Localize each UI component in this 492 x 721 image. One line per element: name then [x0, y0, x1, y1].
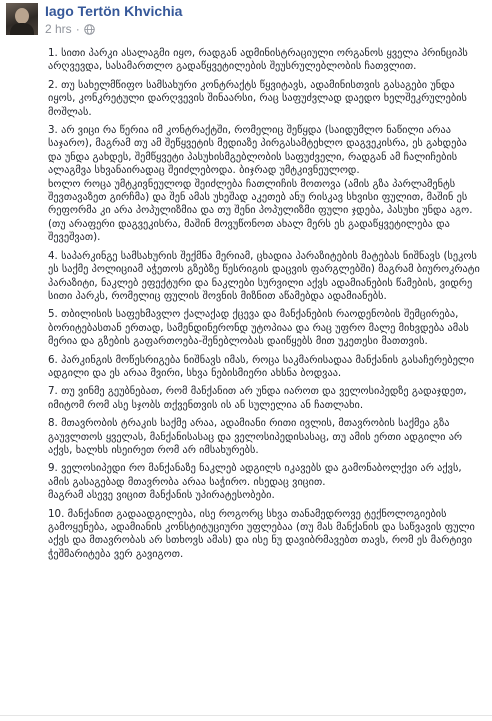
post-paragraph-4: 4. საპარკინგე სამსახურის შექმნა მერიამ, ცხადია პარაზიტების მატებას ნიშნავს (სეკოს ეს საქმე პოლიციამ აჭეთოს გზებზე წესრიგის დაცვის ფარგლებში) მაგრამ ბიუროკრატი პარაზიტი, ნაკლებ ეფექტური და ნაკლები სურვილი აქვს ადამიანების წამების, ვიდრე სითი პარკს, რომელიც ფულის შოვნის მიზნით აწამებდა ადამიანებს. [48, 249, 480, 302]
meta-separator: · [75, 22, 80, 36]
post-meta [45, 22, 95, 36]
avatar[interactable] [6, 3, 38, 35]
post-paragraph-6: 6. პარკინგის მოწესრიგება ნიშნავს იმას, როცა საკმარისადაა მანქანის გასაჩერებელი ადგილი და ეს არაა მვირი, სხვა ნებისმიერი ახსნა ბოდვაა. [48, 353, 475, 379]
post-paragraph-10: 10. მანქანით გადაადგილება, ისე როგორც სხვა თანამედროვე ტექნოლოგიების გამოყენება, ადამიანის კონსტიტუციური უფლებაა (თუ მას მანქანის და საწვავის ფული აქვს და მთავრობას არ სთხოვს ამას) და ისე ნუ დავიბრმავებთ თავს, რომ ეს მარტივი ჭეშმარიტება ვერ გავიგოთ. [48, 507, 475, 560]
avatar-head [15, 8, 29, 24]
post-paragraph-9: 9. ველოსიპედი რო მანქანაზე ნაკლებ ადგილს იკავებს და გამონაბოლქვი არ აქვს, ამის გასაგებად მთავრობა არაა საჭირო. ისედაც ვიცით. მაგრამ ასევე ვიცით მანქანის უპირატესობები. [48, 462, 462, 502]
post-header [0, 0, 492, 46]
globe-icon[interactable] [84, 24, 95, 35]
post-body [48, 47, 480, 561]
post-paragraph-5: 5. თბილისის საფეხმავლო ქალაქად ქცევა და მანქანების რაოდენობის შემცირება, ბორიტებასთან ერთად, სამენდინერონდ უტოპიაა და რაც უფრო მალე მიხვდება ამას მერია და გზების გაფართოება-შენებლობას დაიწყებს მით უკეთესი მათთვის. [48, 308, 469, 348]
post-paragraph-2: 2. თუ სახელმწიფო სამსახური კონტრაქტს წყვიტავს, ადამინისთვის გასაგები უნდა იყოს, კონკრეტული დარღვევის შინაარსი, რაც საფუძვლად დაედო ხელშეკრულების მოშლას. [48, 78, 467, 118]
post-paragraph-7: 7. თუ ვინმე გეუბნებათ, რომ მანქანით არ უნდა იაროთ და ველოსიპედზე გადაჯდეთ, იმიტომ რომ ასე სჯობს თქვენთვის ის ან სულელია ან ჩათლახი. [48, 385, 467, 411]
post-paragraph-1: 1. სითი პარკი ასალაგმი იყო, რადგან ადმინისტრაციული ორგანოს ყველა პრინციპს არღვევდა, სასამართლო გადაწყვეტილების შეუსრულებლობის ჩათვლით. [48, 47, 468, 73]
post-timestamp[interactable]: 2 hrs [45, 22, 72, 36]
avatar-body [10, 23, 34, 35]
author-name[interactable]: Iago Tertön Khvichia [45, 3, 183, 19]
post-paragraph-3: 3. არ ვიცი რა წერია იმ კონტრაქტში, რომელიც შეწყდა (საიდუმლო ნაწილი არაა საჯარო), მაგრამ თუ ამ შეწყვეტის მედიაზე პირგასამტეხლო დაგვეკისრა, ეს გახდება და უნდა გახდეს, შემწყვეტი პასუხისმგებლობის საფუძველი, რადგან ამ ჩალიჩების ალაგმვა სხვანაირადაც შეიძლებოდა. ბიჯრად უმტკივნეულოდ. ხოლო როცა უმტკივნეულოდ შეიძლება ჩათლიჩის მოთოვა (ამის გზა პარლამენტს შევთავაზეთ გირჩმა) და შენ ამას უხეშად აკეთებ ანუ რისკავ სხვისი ფულით, მაშინ ეს რეფორმა კი არა პოპულიზმია და თუ შენი პოპულიზმი ფული ჯდება, პასუხი უნდა აგო. (თუ არაფერი დაგვეკისრა, მაშინ მოვუწონოთ ახალ მერს ეს გადაწყვეტილება და შევეშვათ). [48, 124, 473, 244]
post-paragraph-8: 8. მთავრობის ტრაკის საქმე არაა, ადამიანი რითი ივლის, მთავრობის საქმეა გზა გაუვლთოს ყველას, მანქანისასაც და ველოსიპედისასაც, თუ ამის ერთი ადგილი არ აქვს, ხალხს ისეირეთ რომ არ იმსახურებს. [48, 417, 463, 456]
post-divider [0, 715, 492, 716]
